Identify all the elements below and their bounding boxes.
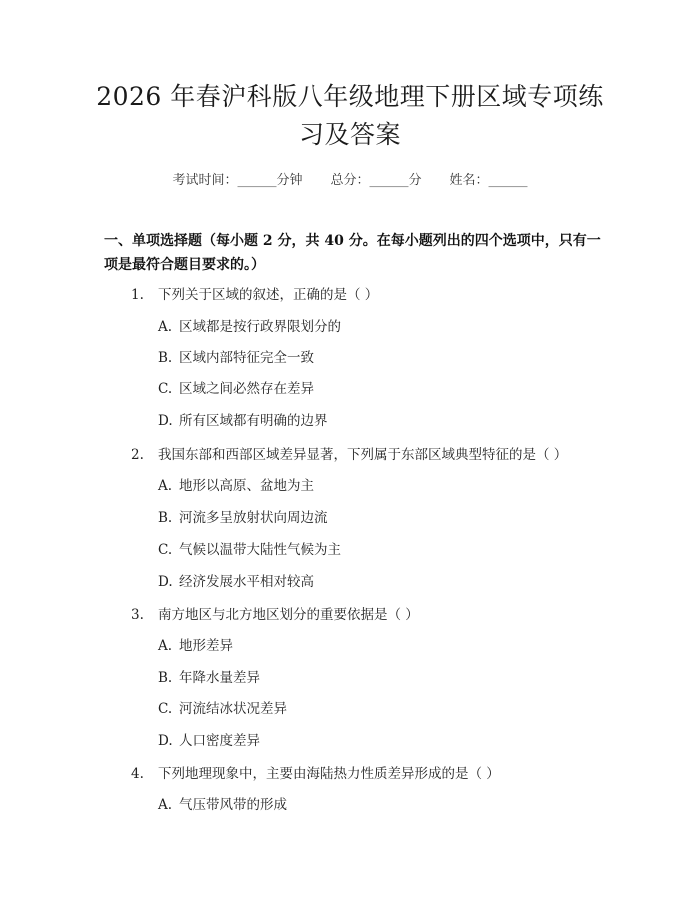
section-heading: 一、单项选择题（每小题 2 分，共 40 分。在每小题列出的四个选项中，只有一项是最符合题目要求的。） [104,233,601,273]
question-text: 我国东部和西部区域差异显著，下列属于东部区域典型特征的是（ ） [158,447,568,463]
option-text: 河流多呈放射状向周边流 [179,510,328,526]
option-text: 人口密度差异 [179,733,260,749]
option-2a [158,474,314,494]
option-text: 气压带风带的形成 [179,797,287,813]
option-letter: C. [158,542,173,558]
option-letter: B. [158,350,173,366]
question-number: 1. [131,287,144,303]
option-3c [158,697,287,717]
option-text: 河流结冰状况差异 [179,701,287,717]
option-letter: D. [158,413,173,429]
option-2d [158,570,314,590]
option-1d [158,409,328,429]
option-letter: A. [158,478,173,494]
exam-time-field: 考试时间：______分钟 [172,173,303,188]
option-letter: A. [158,638,173,654]
question-number: 2. [131,447,144,463]
exam-meta [0,169,700,188]
option-letter: A. [158,797,173,813]
option-text: 区域内部特征完全一致 [179,350,314,366]
student-name-field: 姓名：______ [449,173,528,188]
option-letter: C. [158,701,173,717]
option-3d [158,729,260,749]
question-1 [131,283,378,303]
option-letter: D. [158,733,173,749]
page-title [60,78,640,154]
option-letter: A. [158,319,173,335]
option-text: 区域都是按行政界限划分的 [179,319,341,335]
option-1b [158,346,314,366]
question-number: 3. [131,607,144,623]
option-letter: B. [158,510,173,526]
option-4a [158,793,287,813]
question-text: 下列地理现象中，主要由海陆热力性质差异形成的是（ ） [158,766,500,782]
question-text: 下列关于区域的叙述，正确的是（ ） [158,287,379,303]
question-2 [131,443,567,463]
option-2b [158,506,328,526]
option-letter: C. [158,381,173,397]
question-4 [131,762,500,782]
question-number: 4. [131,766,144,782]
option-text: 年降水量差异 [179,670,260,686]
option-letter: D. [158,574,173,590]
option-text: 所有区域都有明确的边界 [179,413,328,429]
option-1a [158,315,341,335]
option-2c [158,538,341,558]
total-score-field: 总分：______分 [330,173,422,188]
option-3b [158,666,260,686]
option-3a [158,634,233,654]
option-text: 气候以温带大陆性气候为主 [179,542,341,558]
option-text: 地形以高原、盆地为主 [179,478,314,494]
question-text: 南方地区与北方地区划分的重要依据是（ ） [158,607,419,623]
option-text: 经济发展水平相对较高 [179,574,314,590]
title-line-1: 2026 年春沪科版八年级地理下册区域专项练 [96,82,604,111]
question-3 [131,603,419,623]
option-text: 地形差异 [179,638,233,654]
option-text: 区域之间必然存在差异 [179,381,314,397]
title-line-2: 习及答案 [298,120,401,149]
option-1c [158,377,314,397]
option-letter: B. [158,670,173,686]
